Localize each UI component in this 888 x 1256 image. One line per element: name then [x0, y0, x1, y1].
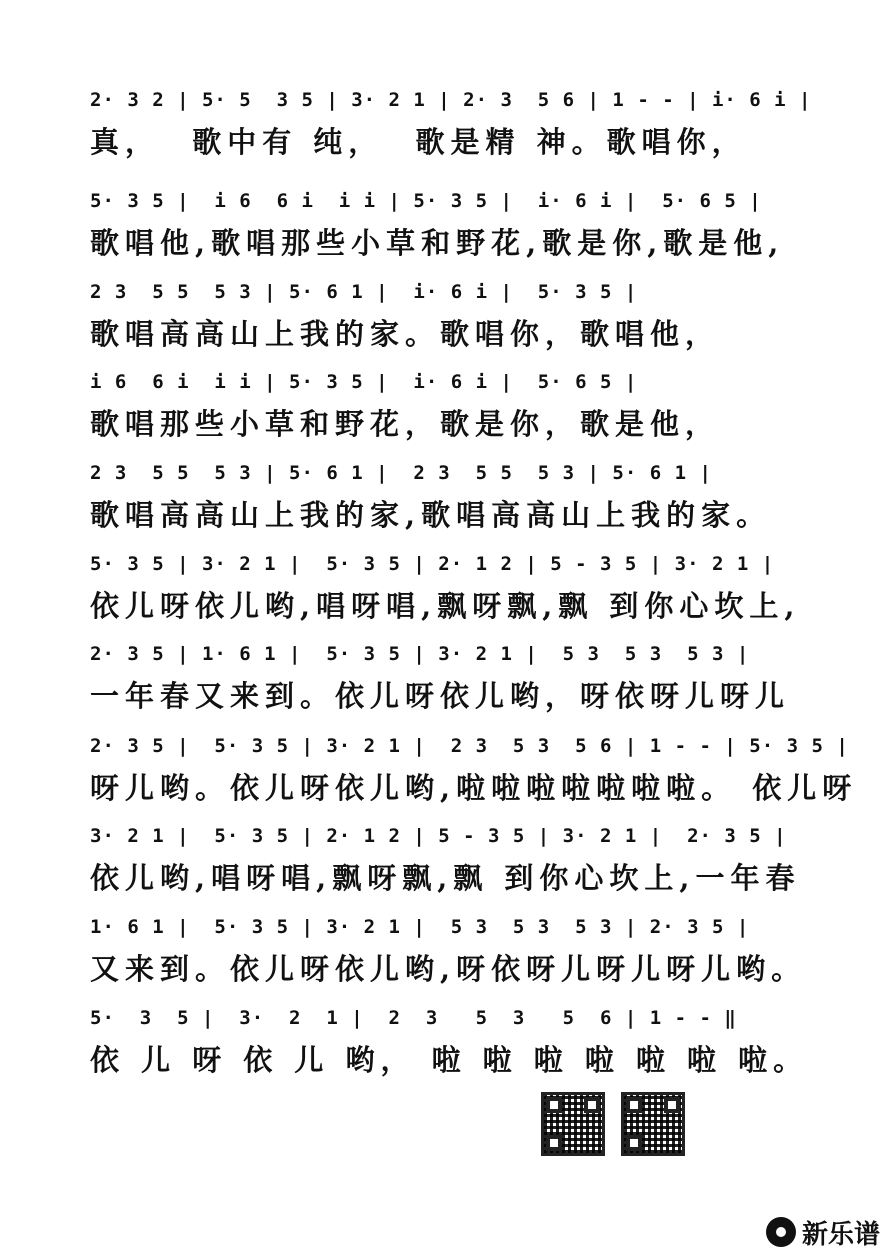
notation-line: 2 3 5 5 5 3 | 5· 6 1 | i· 6 i | 5· 3 5 | [90, 281, 638, 303]
lyric-line: 歌唱高高山上我的家。歌唱你，歌唱他， [90, 317, 721, 351]
notation-line: 2· 3 5 | 5· 3 5 | 3· 2 1 | 2 3 5 3 5 6 | 1 - - | 5· 3 5 | [90, 735, 849, 757]
notation-line: 2 3 5 5 5 3 | 5· 6 1 | 2 3 5 5 5 3 | 5· 6 1 | [90, 462, 712, 484]
notation-line: i 6 6 i i i | 5· 3 5 | i· 6 i | 5· 6 5 | [90, 371, 638, 393]
notation-line: 1· 6 1 | 5· 3 5 | 3· 2 1 | 5 3 5 3 5 3 | 2· 3 5 | [90, 916, 750, 938]
lyric-line: 歌唱高高山上我的家,歌唱高高山上我的家。 [90, 498, 772, 532]
site-logo [766, 1214, 880, 1250]
lyric-line: 依 儿 呀 依 儿 哟， 啦 啦 啦 啦 啦 啦 啦。 [90, 1043, 809, 1077]
lyric-line: 真， 歌中有 纯， 歌是精 神。歌唱你， [90, 125, 747, 159]
notation-line: 5· 3 5 | 3· 2 1 | 5· 3 5 | 2· 1 2 | 5 - 3 5 | 3· 2 1 | [90, 553, 775, 575]
lyric-line: 依儿呀依儿哟,唱呀唱,飘呀飘,飘 到你心坎上, [90, 589, 801, 623]
lyric-line: 又来到。依儿呀依儿哟,呀依呀儿呀儿呀儿哟。 [90, 952, 807, 986]
logo-text: 新乐谱 [801, 1219, 880, 1250]
notation-line: 2· 3 2 | 5· 5 3 5 | 3· 2 1 | 2· 3 5 6 | 1 - - | i· 6 i | [90, 89, 812, 111]
qr-code-icon [621, 1092, 685, 1156]
notation-line: 5· 3 5 | 3· 2 1 | 2 3 5 3 5 6 | 1 - - ‖ [90, 1007, 737, 1029]
lyric-line: 歌唱那些小草和野花，歌是你，歌是他， [90, 407, 721, 441]
notation-line: 2· 3 5 | 1· 6 1 | 5· 3 5 | 3· 2 1 | 5 3 5 3 5 3 | [90, 643, 750, 665]
notation-line: 5· 3 5 | i 6 6 i i i | 5· 3 5 | i· 6 i | 5· 6 5 | [90, 190, 762, 212]
notation-line: 3· 2 1 | 5· 3 5 | 2· 1 2 | 5 - 3 5 | 3· 2 1 | 2· 3 5 | [90, 825, 787, 847]
lyric-line: 呀儿哟。依儿呀依儿哟,啦啦啦啦啦啦啦。 依儿呀 [90, 771, 858, 805]
vinyl-record-icon [766, 1217, 796, 1247]
lyric-line: 依儿哟,唱呀唱,飘呀飘,飘 到你心坎上,一年春 [90, 861, 801, 895]
lyric-line: 一年春又来到。依儿呀依儿哟，呀依呀儿呀儿 [90, 679, 791, 713]
lyric-line: 歌唱他,歌唱那些小草和野花,歌是你,歌是他, [90, 226, 785, 260]
qr-code-icon [541, 1092, 605, 1156]
